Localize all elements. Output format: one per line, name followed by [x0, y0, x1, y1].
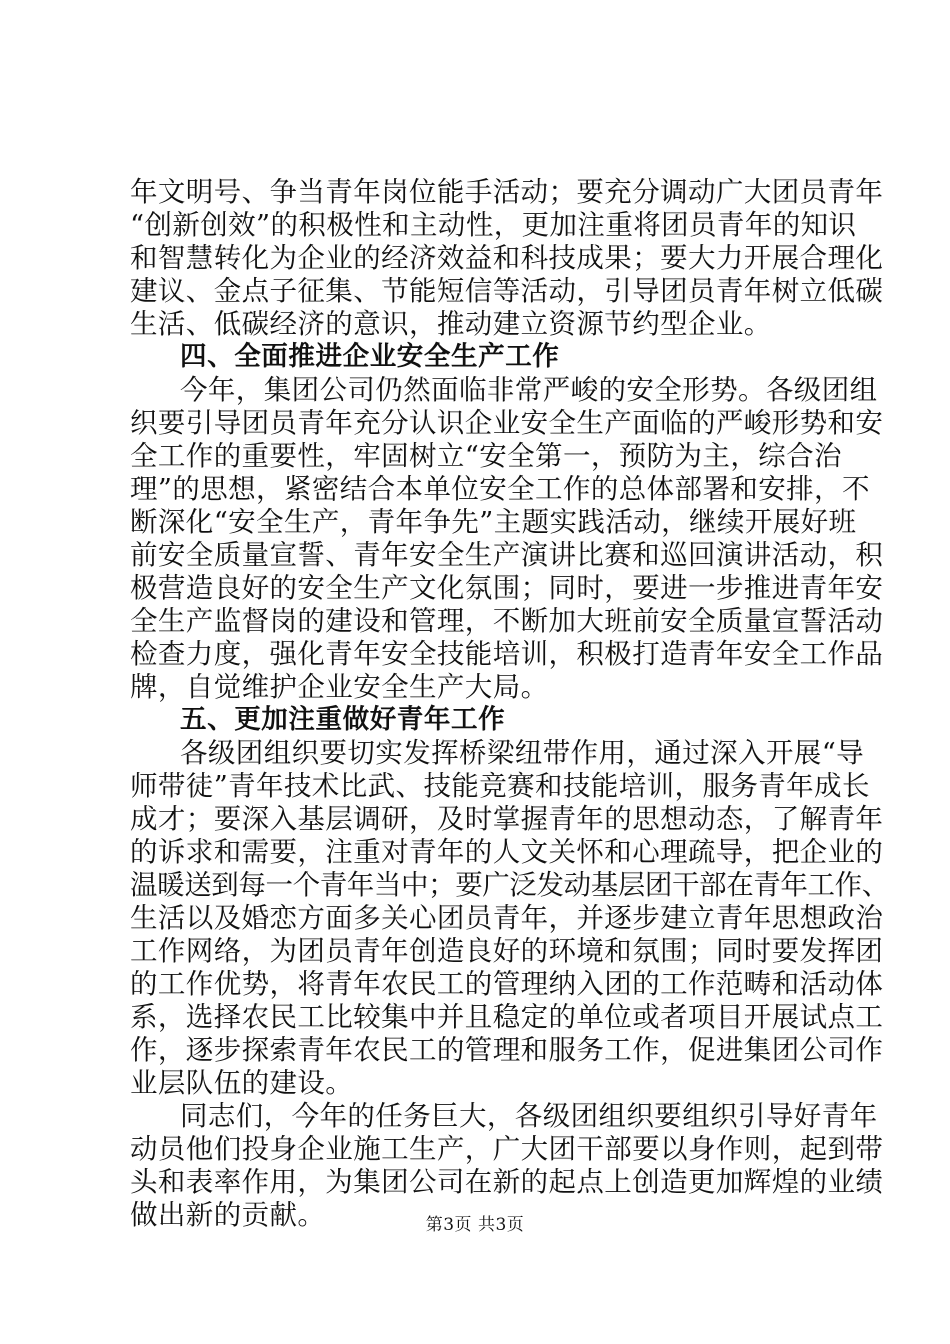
- body-line: 工作网络，为团员青年创造良好的环境和氛围；同时要发挥团: [130, 935, 884, 967]
- body-line: 成才；要深入基层调研，及时掌握青年的思想动态，了解青年: [130, 803, 884, 835]
- body-line: 牌，自觉维护企业安全生产大局。: [130, 671, 549, 703]
- body-line: 全生产监督岗的建设和管理，不断加大班前安全质量宣誓活动: [130, 605, 884, 637]
- body-line: 做出新的贡献。: [130, 1199, 326, 1231]
- section-heading-4: 四、全面推进企业安全生产工作: [180, 341, 560, 372]
- body-line: 生活以及婚恋方面多关心团员青年，并逐步建立青年思想政治: [130, 902, 884, 934]
- body-line: 年文明号、争当青年岗位能手活动；要充分调动广大团员青年: [130, 176, 884, 208]
- body-line: 全工作的重要性，牢固树立“安全第一，预防为主，综合治: [130, 440, 842, 472]
- body-line: 织要引导团员青年充分认识企业安全生产面临的严峻形势和安: [130, 407, 884, 439]
- body-line: 理”的思想，紧密结合本单位安全工作的总体部署和安排，不: [130, 473, 870, 505]
- body-line: 今年，集团公司仍然面临非常严峻的安全形势。各级团组: [180, 374, 878, 406]
- section-heading-5: 五、更加注重做好青年工作: [180, 704, 506, 735]
- body-line: 的诉求和需要，注重对青年的人文关怀和心理疏导，把企业的: [130, 836, 884, 868]
- body-line: 作，逐步探索青年农民工的管理和服务工作，促进集团公司作: [130, 1034, 884, 1066]
- page-footer: 第3页 共3页: [425, 1215, 525, 1235]
- body-line: 极营造良好的安全生产文化氛围；同时，要进一步推进青年安: [130, 572, 884, 604]
- body-line: “创新创效”的积极性和主动性，更加注重将团员青年的知识: [130, 209, 857, 241]
- body-line: 动员他们投身企业施工生产，广大团干部要以身作则，起到带: [130, 1133, 884, 1165]
- body-line: 和智慧转化为企业的经济效益和科技成果；要大力开展合理化: [130, 242, 884, 274]
- body-line: 建议、金点子征集、节能短信等活动，引导团员青年树立低碳: [130, 275, 884, 307]
- body-line: 业层队伍的建设。: [130, 1067, 354, 1099]
- body-line: 生活、低碳经济的意识，推动建立资源节约型企业。: [130, 308, 772, 340]
- body-line: 头和表率作用，为集团公司在新的起点上创造更加辉煌的业绩: [130, 1166, 884, 1198]
- body-line: 温暖送到每一个青年当中；要广泛发动基层团干部在青年工作、: [130, 869, 889, 901]
- body-line: 前安全质量宣誓、青年安全生产演讲比赛和巡回演讲活动，积: [130, 539, 884, 571]
- body-line: 系，选择农民工比较集中并且稳定的单位或者项目开展试点工: [130, 1001, 884, 1033]
- body-line: 各级团组织要切实发挥桥梁纽带作用，通过深入开展“导: [180, 737, 865, 769]
- body-line: 的工作优势，将青年农民工的管理纳入团的工作范畴和活动体: [130, 968, 884, 1000]
- body-line: 师带徒”青年技术比武、技能竞赛和技能培训，服务青年成长: [130, 770, 870, 802]
- body-line: 同志们，今年的任务巨大，各级团组织要组织引导好青年: [180, 1100, 878, 1132]
- body-line: 检查力度，强化青年安全技能培训，积极打造青年安全工作品: [130, 638, 884, 670]
- body-line: 断深化“安全生产，青年争先”主题实践活动，继续开展好班: [130, 506, 857, 538]
